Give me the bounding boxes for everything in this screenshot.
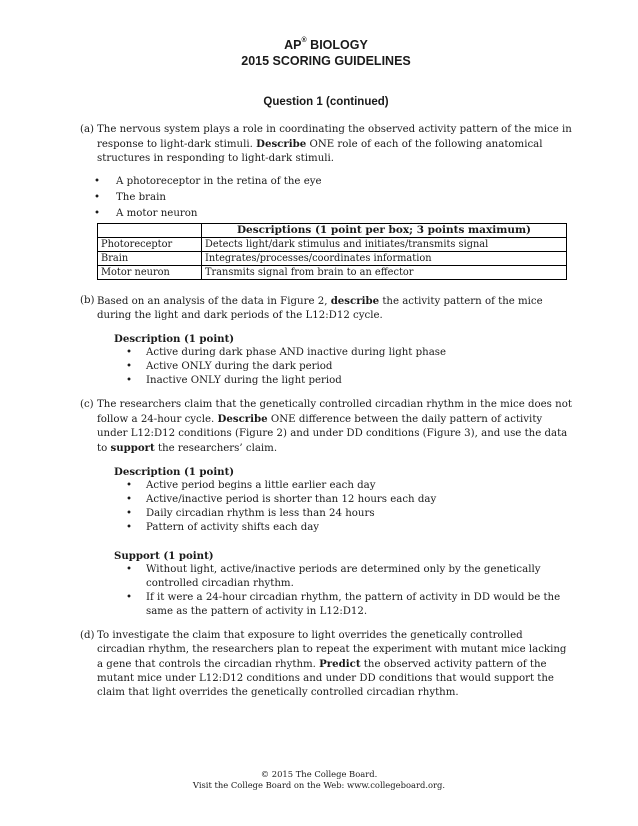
list-item: • Active during dark phase AND inactive during light phase [114, 346, 572, 360]
table-cell-description: Integrates/processes/coordinates information [202, 252, 567, 266]
part-c-heading-support: Support (1 point) [114, 550, 214, 562]
descriptions-table [97, 223, 567, 280]
list-item: • Daily circadian rhythm is less than 24 hours [114, 507, 572, 521]
table-row [98, 252, 567, 266]
question-title: Question 1 (continued) [263, 96, 389, 108]
part-c-description-scoring [114, 465, 572, 619]
part-b-label: (b) [80, 295, 95, 306]
footer-copyright: © 2015 The College Board. [260, 769, 378, 779]
list-item: • Inactive ONLY during the light period [114, 374, 572, 388]
part-c-heading-description: Description (1 point) [114, 466, 235, 478]
part-a-structure-list [80, 175, 572, 221]
header-subject: AP® BIOLOGY [284, 37, 368, 52]
part-a [80, 123, 572, 166]
table-cell-structure: Brain [98, 252, 202, 266]
part-c-support-list [114, 563, 572, 619]
footer-website: Visit the College Board on the Web: www.collegeboard.org. [192, 780, 446, 790]
list-item: • Active period begins a little earlier each day [114, 479, 572, 493]
table-header: Descriptions (1 point per box; 3 points maximum) [202, 224, 567, 238]
part-b-prompt: Based on an analysis of the data in Figure 2, describe the activity pattern of the mice during the light and dark periods of the L12:D12 cycle. [97, 295, 543, 321]
header-guidelines-title: 2015 SCORING GUIDELINES [241, 54, 411, 68]
part-b-heading: Description (1 point) [114, 333, 235, 345]
spacer [80, 388, 572, 398]
spacer [80, 619, 572, 629]
part-b-bullet-list [114, 346, 572, 388]
table-cell-description: Detects light/dark stimulus and initiates/transmits signal [202, 238, 567, 252]
part-c [80, 398, 572, 456]
table-header-empty [98, 224, 202, 238]
part-d-prompt: To investigate the claim that exposure to light overrides the genetically controlled circadian rhythm, the researchers plan to repeat the experiment with mutant mice lacking a gene that controls the circadian rhythm. Predict the observed activity pattern of the mutant mice under L12:D12 conditions and under DD conditions that would support the claim that light overrides the genetically controlled circadian rhythm. [97, 630, 567, 698]
registered-mark: ® [301, 37, 307, 44]
list-item: • Pattern of activity shifts each day [114, 521, 572, 535]
part-b [80, 294, 572, 323]
spacer [114, 535, 572, 545]
table-row [98, 266, 567, 280]
list-item: • Active/inactive period is shorter than 12 hours each day [114, 493, 572, 507]
list-item: • Without light, active/inactive periods are determined only by the genetically controlled circadian rhythm. [114, 563, 572, 591]
document-header [80, 37, 572, 69]
list-item: • A photoreceptor in the retina of the eye [80, 175, 572, 189]
list-item: • The brain [80, 191, 572, 205]
part-a-label: (a) [80, 124, 95, 135]
part-c-label: (c) [80, 399, 94, 410]
table-cell-description: Transmits signal from brain to an effector [202, 266, 567, 280]
part-c-description-list [114, 479, 572, 535]
table-cell-structure: Motor neuron [98, 266, 202, 280]
list-item: • A motor neuron [80, 207, 572, 221]
part-b-scoring [114, 332, 572, 388]
part-d [80, 629, 572, 700]
list-item: • Active ONLY during the dark period [114, 360, 572, 374]
page-footer [0, 769, 638, 791]
table-header-row [98, 224, 567, 238]
part-c-prompt: The researchers claim that the genetically controlled circadian rhythm in the mice does not follow a 24-hour cycle. Describe ONE difference between the daily pattern of activity under L12:D12 conditions (Figure 2) and under DD conditions (Figure 3), and use the data to support the researchers’ claim. [97, 399, 572, 454]
list-item: • If it were a 24-hour circadian rhythm, the pattern of activity in DD would be the same as the pattern of activity in L12:D12. [114, 591, 572, 619]
part-d-label: (d) [80, 630, 95, 641]
table-row [98, 238, 567, 252]
table-cell-structure: Photoreceptor [98, 238, 202, 252]
part-a-prompt: The nervous system plays a role in coordinating the observed activity pattern of the mice in response to light-dark stimuli. Describe ONE role of each of the following anatomical structures in responding to light-dark stimuli. [97, 124, 572, 164]
